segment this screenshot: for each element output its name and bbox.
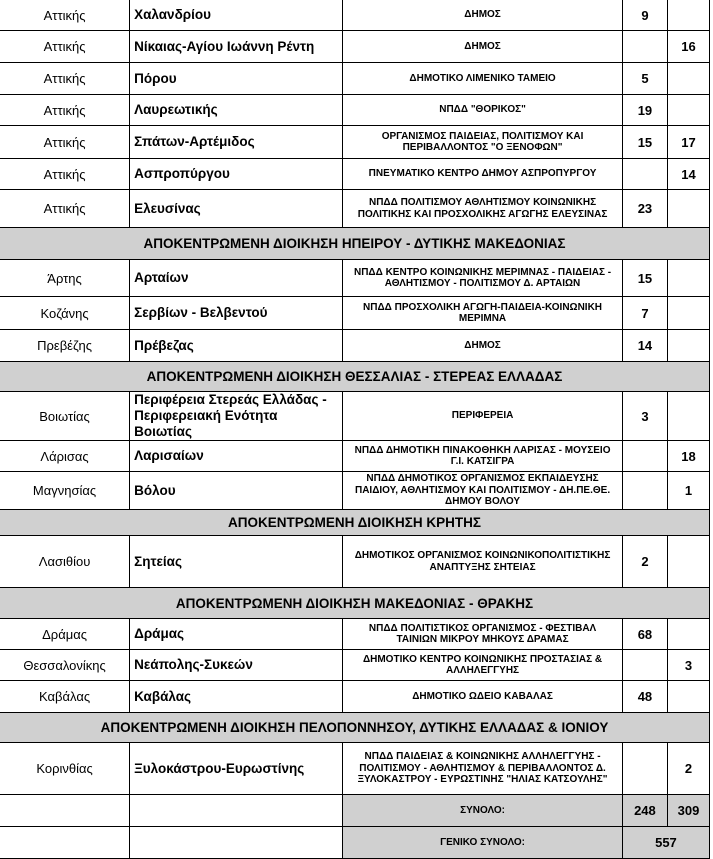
count-a-cell [622,159,667,190]
municipality-cell: Δράμας [130,619,343,650]
prefecture-cell: Κορινθίας [0,743,130,795]
empty-cell [0,827,130,859]
totals-label: ΣΥΝΟΛΟ: [343,795,623,827]
count-a-cell [622,31,667,63]
table-row [0,743,710,795]
municipality-cell: Περιφέρεια Στερεάς Ελλάδας - Περιφερειακή Ενότητα Βοιωτίας [130,392,343,441]
entity-cell: ΝΠΔΔ ΠΑΙΔΕΙΑΣ & ΚΟΙΝΩΝΙΚΗΣ ΑΛΛΗΛΕΓΓΥΗΣ - ΠΟΛΙΤΙΣΜΟΥ - ΑΘΛΗΤΙΣΜΟΥ & ΠΕΡΙΒΑΛΛΟΝΤΟΣ Δ. ΞΥΛΟΚΑΣΤΡΟΥ - ΕΥΡΩΣΤΙΝΗΣ "ΗΛΙΑΣ ΚΑΤΣΟΥΛΗΣ" [343,743,623,795]
municipality-cell: Ελευσίνας [130,190,343,228]
table-row [0,536,710,588]
entity-cell: ΔΗΜΟΣ [343,330,623,362]
municipality-cell: Σπάτων-Αρτέμιδος [130,126,343,159]
count-b-cell [667,330,709,362]
count-a-cell [622,650,667,681]
table-row [0,126,710,159]
municipality-cell: Ασπροπύργου [130,159,343,190]
municipality-cell: Χαλανδρίου [130,0,343,31]
entity-cell: ΝΠΔΔ ΠΟΛΙΤΙΣΤΙΚΟΣ ΟΡΓΑΝΙΣΜΟΣ - ΦΕΣΤΙΒΑΛ ΤΑΙΝΙΩΝ ΜΙΚΡΟΥ ΜΗΚΟΥΣ ΔΡΑΜΑΣ [343,619,623,650]
count-a-cell: 7 [622,297,667,330]
count-a-cell [622,441,667,472]
prefecture-cell: Θεσσαλονίκης [0,650,130,681]
prefecture-cell: Αττικής [0,0,130,31]
prefecture-cell: Πρεβέζης [0,330,130,362]
table-row [0,260,710,297]
municipality-cell: Αρταίων [130,260,343,297]
prefecture-cell: Αττικής [0,63,130,95]
entity-cell: ΝΠΔΔ ΔΗΜΟΤΙΚΟΣ ΟΡΓΑΝΙΣΜΟΣ ΕΚΠΑΙΔΕΥΣΗΣ ΠΑΙΔΙΟΥ, ΑΘΛΗΤΙΣΜΟΥ ΚΑΙ ΠΟΛΙΤΙΣΜΟΥ - ΔΗ.ΠΕ.ΘΕ. ΔΗΜΟΥ ΒΟΛΟΥ [343,472,623,510]
prefecture-cell: Αττικής [0,31,130,63]
count-a-cell [622,472,667,510]
municipality-cell: Λαρισαίων [130,441,343,472]
prefecture-cell: Βοιωτίας [0,392,130,441]
table-row [0,619,710,650]
prefecture-cell: Κοζάνης [0,297,130,330]
prefecture-cell: Αττικής [0,190,130,228]
region-title: ΑΠΟΚΕΝΤΡΩΜΕΝΗ ΔΙΟΙΚΗΣΗ ΘΕΣΣΑΛΙΑΣ - ΣΤΕΡΕΑΣ ΕΛΛΑΔΑΣ [0,362,710,392]
municipality-cell: Πόρου [130,63,343,95]
count-b-cell [667,0,709,31]
table-row [0,472,710,510]
count-a-cell: 9 [622,0,667,31]
grand-total-row [0,827,710,859]
count-b-cell: 17 [667,126,709,159]
entity-cell: ΝΠΔΔ ΠΟΛΙΤΙΣΜΟΥ ΑΘΛΗΤΙΣΜΟΥ ΚΟΙΝΩΝΙΚΗΣ ΠΟΛΙΤΙΚΗΣ ΚΑΙ ΠΡΟΣΧΟΛΙΚΗΣ ΑΓΩΓΗΣ ΕΛΕΥΣΙΝΑΣ [343,190,623,228]
count-b-cell [667,392,709,441]
count-b-cell: 18 [667,441,709,472]
table-row [0,0,710,31]
municipality-cell: Ξυλοκάστρου-Ευρωστίνης [130,743,343,795]
total-b-cell: 309 [667,795,709,827]
prefecture-cell: Αττικής [0,159,130,190]
count-a-cell: 2 [622,536,667,588]
count-b-cell: 1 [667,472,709,510]
count-b-cell: 16 [667,31,709,63]
region-title: ΑΠΟΚΕΝΤΡΩΜΕΝΗ ΔΙΟΙΚΗΣΗ ΜΑΚΕΔΟΝΙΑΣ - ΘΡΑΚΗΣ [0,588,710,619]
entity-cell: ΝΠΔΔ ΔΗΜΟΤΙΚΗ ΠΙΝΑΚΟΘΗΚΗ ΛΑΡΙΣΑΣ - ΜΟΥΣΕΙΟ Γ.Ι. ΚΑΤΣΙΓΡΑ [343,441,623,472]
grand-total-label: ΓΕΝΙΚΟ ΣΥΝΟΛΟ: [343,827,623,859]
count-b-cell: 3 [667,650,709,681]
table-row [0,95,710,126]
count-b-cell [667,297,709,330]
count-a-cell: 19 [622,95,667,126]
region-header-row [0,510,710,536]
region-title: ΑΠΟΚΕΝΤΡΩΜΕΝΗ ΔΙΟΙΚΗΣΗ ΗΠΕΙΡΟΥ - ΔΥΤΙΚΗΣ ΜΑΚΕΔΟΝΙΑΣ [0,228,710,260]
region-header-row [0,713,710,743]
prefecture-cell: Λάρισας [0,441,130,472]
table-row [0,31,710,63]
count-b-cell [667,190,709,228]
municipality-cell: Σητείας [130,536,343,588]
empty-cell [0,795,130,827]
municipality-cell: Νίκαιας-Αγίου Ιωάννη Ρέντη [130,31,343,63]
entity-cell: ΔΗΜΟΤΙΚΟ ΛΙΜΕΝΙΚΟ ΤΑΜΕΙΟ [343,63,623,95]
count-b-cell [667,619,709,650]
municipality-cell: Λαυρεωτικής [130,95,343,126]
entity-cell: ΝΠΔΔ ΚΕΝΤΡΟ ΚΟΙΝΩΝΙΚΗΣ ΜΕΡΙΜΝΑΣ - ΠΑΙΔΕΙΑΣ - ΑΘΛΗΤΙΣΜΟΥ - ΠΟΛΙΤΙΣΜΟΥ Δ. ΑΡΤΑΙΩΝ [343,260,623,297]
table-row [0,330,710,362]
region-title: ΑΠΟΚΕΝΤΡΩΜΕΝΗ ΔΙΟΙΚΗΣΗ ΚΡΗΤΗΣ [0,510,710,536]
count-a-cell: 3 [622,392,667,441]
entity-cell: ΔΗΜΟΤΙΚΟΣ ΟΡΓΑΝΙΣΜΟΣ ΚΟΙΝΩΝΙΚΟΠΟΛΙΤΙΣΤΙΚΗΣ ΑΝΑΠΤΥΞΗΣ ΣΗΤΕΙΑΣ [343,536,623,588]
count-a-cell: 14 [622,330,667,362]
empty-cell [130,827,343,859]
totals-row [0,795,710,827]
table-row [0,63,710,95]
total-a-cell: 248 [622,795,667,827]
count-a-cell: 15 [622,126,667,159]
entity-cell: ΠΕΡΙΦΕΡΕΙΑ [343,392,623,441]
grand-total-value: 557 [622,827,709,859]
count-a-cell: 5 [622,63,667,95]
prefecture-cell: Άρτης [0,260,130,297]
prefecture-cell: Δράμας [0,619,130,650]
empty-cell [130,795,343,827]
count-a-cell: 15 [622,260,667,297]
region-title: ΑΠΟΚΕΝΤΡΩΜΕΝΗ ΔΙΟΙΚΗΣΗ ΠΕΛΟΠΟΝΝΗΣΟΥ, ΔΥΤΙΚΗΣ ΕΛΛΑΔΑΣ & ΙΟΝΙΟΥ [0,713,710,743]
region-header-row [0,588,710,619]
prefecture-cell: Αττικής [0,126,130,159]
municipality-cell: Νεάπολης-Συκεών [130,650,343,681]
count-a-cell: 68 [622,619,667,650]
table-row [0,392,710,441]
table-row [0,297,710,330]
count-b-cell [667,536,709,588]
entity-cell: ΔΗΜΟΣ [343,31,623,63]
prefecture-cell: Μαγνησίας [0,472,130,510]
count-b-cell [667,63,709,95]
table-row [0,441,710,472]
count-b-cell [667,95,709,126]
count-b-cell [667,681,709,713]
count-a-cell [622,743,667,795]
prefecture-cell: Αττικής [0,95,130,126]
count-a-cell: 48 [622,681,667,713]
region-header-row [0,228,710,260]
entity-cell: ΟΡΓΑΝΙΣΜΟΣ ΠΑΙΔΕΙΑΣ, ΠΟΛΙΤΙΣΜΟΥ ΚΑΙ ΠΕΡΙΒΑΛΛΟΝΤΟΣ "Ο ΞΕΝΟΦΩΝ" [343,126,623,159]
entity-cell: ΝΠΔΔ "ΘΟΡΙΚΟΣ" [343,95,623,126]
prefecture-cell: Καβάλας [0,681,130,713]
count-b-cell: 2 [667,743,709,795]
municipality-cell: Καβάλας [130,681,343,713]
municipality-cell: Πρέβεζας [130,330,343,362]
entity-cell: ΝΠΔΔ ΠΡΟΣΧΟΛΙΚΗ ΑΓΩΓΗ-ΠΑΙΔΕΙΑ-ΚΟΙΝΩΝΙΚΗ ΜΕΡΙΜΝΑ [343,297,623,330]
municipality-cell: Σερβίων - Βελβεντού [130,297,343,330]
prefecture-cell: Λασιθίου [0,536,130,588]
region-header-row [0,362,710,392]
entity-cell: ΠΝΕΥΜΑΤΙΚΟ ΚΕΝΤΡΟ ΔΗΜΟΥ ΑΣΠΡΟΠΥΡΓΟΥ [343,159,623,190]
entity-cell: ΔΗΜΟΣ [343,0,623,31]
entity-cell: ΔΗΜΟΤΙΚΟ ΩΔΕΙΟ ΚΑΒΑΛΑΣ [343,681,623,713]
table-row [0,681,710,713]
count-b-cell: 14 [667,159,709,190]
count-b-cell [667,260,709,297]
entity-cell: ΔΗΜΟΤΙΚΟ ΚΕΝΤΡΟ ΚΟΙΝΩΝΙΚΗΣ ΠΡΟΣΤΑΣΙΑΣ & ΑΛΛΗΛΕΓΓΥΗΣ [343,650,623,681]
municipality-cell: Βόλου [130,472,343,510]
count-a-cell: 23 [622,190,667,228]
table-row [0,650,710,681]
table-row [0,159,710,190]
table-row [0,190,710,228]
